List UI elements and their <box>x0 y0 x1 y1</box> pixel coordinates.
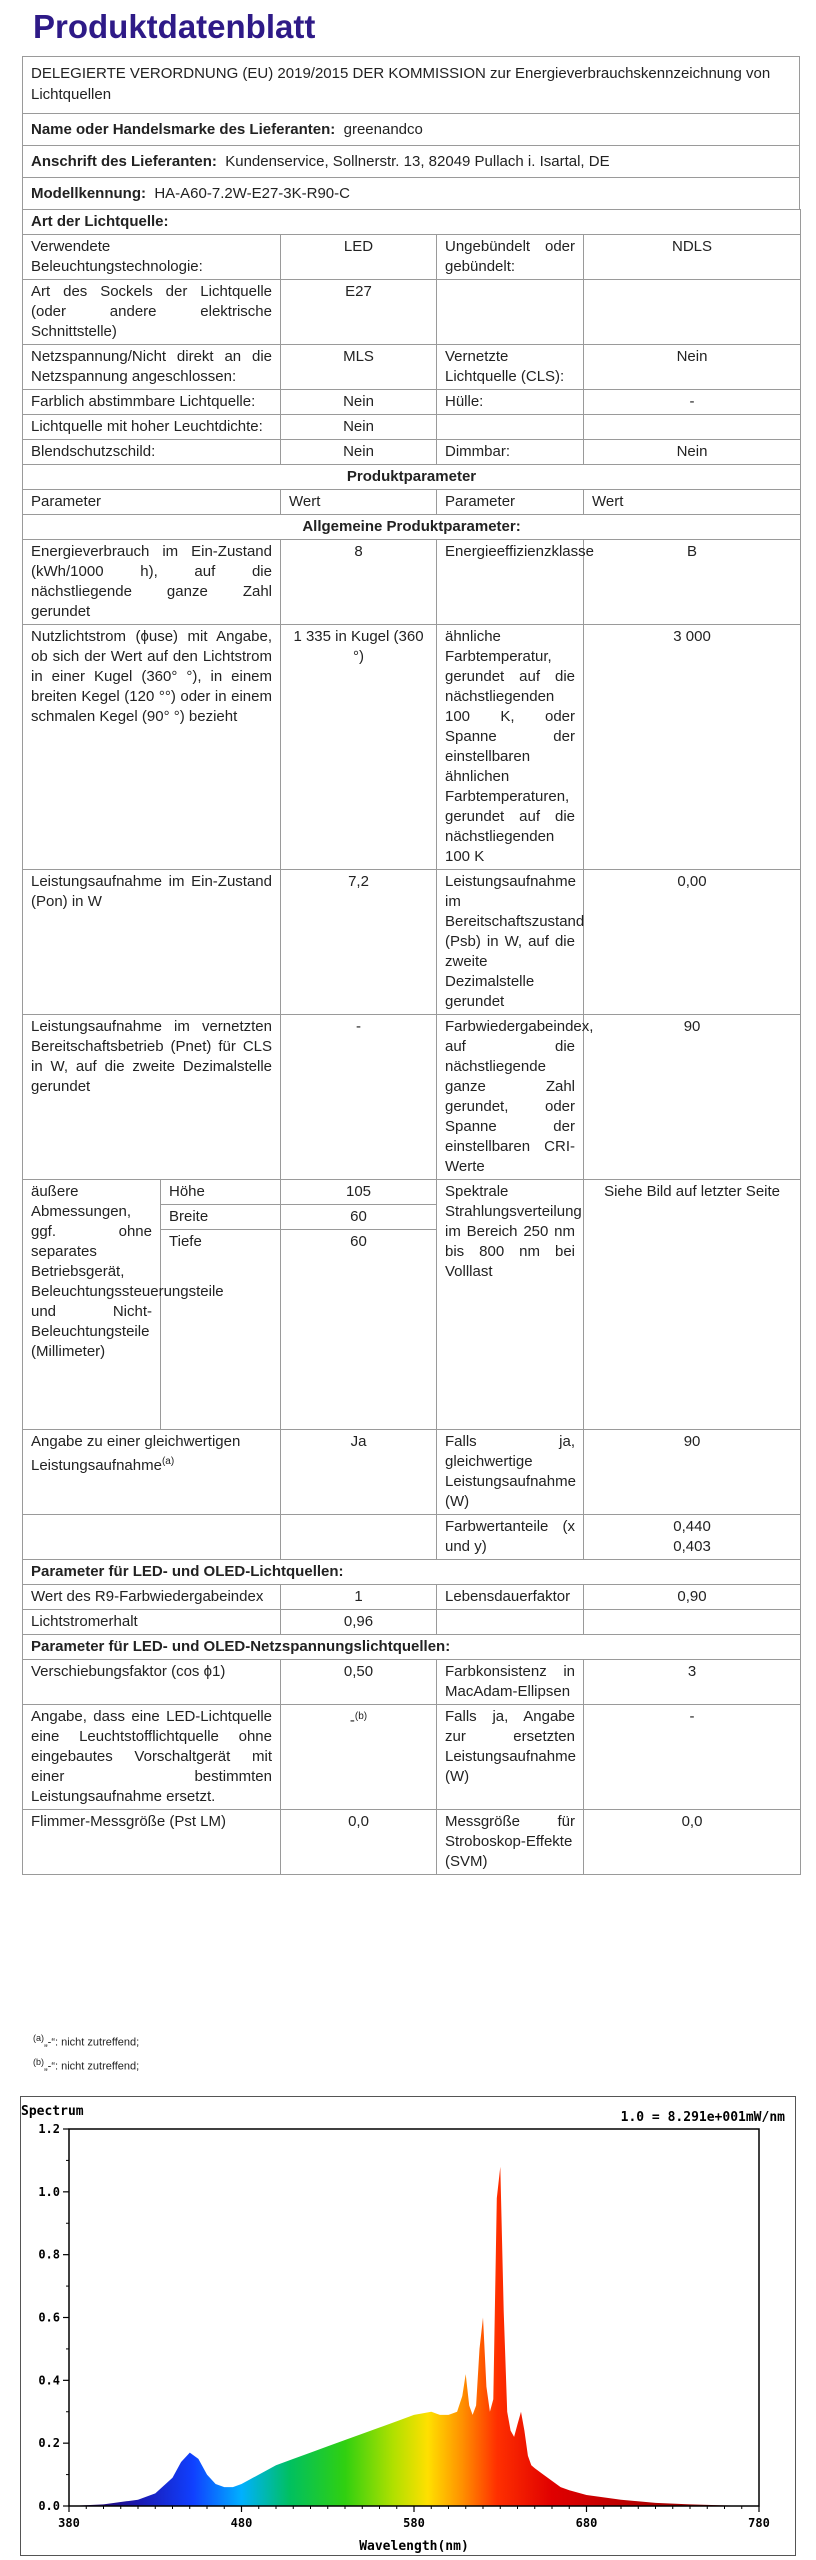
mains-label: Angabe, dass eine LED-Lichtquelle eine Leuchtstofflichtquelle ohne eingebautes Vorschaltgerät mit einer bestimmten Leistungsaufnahme ersetzt. <box>23 1705 281 1810</box>
param-value-2: 3 000 <box>584 625 801 870</box>
y-tick-label: 0.2 <box>38 2436 60 2451</box>
spectrum-label: Spektrale Strahlungsverteilung im Bereich 250 nm bis 800 nm bei Volllast <box>437 1180 584 1430</box>
general-header: Allgemeine Produktparameter: <box>23 515 801 540</box>
params-header: Produktparameter <box>23 465 801 490</box>
type-label: Lichtquelle mit hoher Leuchtdichte: <box>23 415 281 440</box>
col-header-param-2: Parameter <box>437 490 584 515</box>
empty-cell <box>281 1515 437 1560</box>
table-row <box>23 1430 801 1515</box>
params-header-row <box>23 465 801 490</box>
mains-header-row <box>23 1635 801 1660</box>
type-label: Art des Sockels der Lichtquelle (oder andere elektrische Schnittstelle) <box>23 280 281 345</box>
col-header-value-2: Wert <box>584 490 801 515</box>
table-row <box>23 415 801 440</box>
supplier-name <box>22 113 800 145</box>
footnote-text: „-“: nicht zutreffend; <box>44 2060 140 2073</box>
supplier-name-value: greenandco <box>343 121 423 138</box>
equivalent-label-text: Angabe zu einer gleichwertigen Leistungsaufnahme <box>31 1433 241 1474</box>
general-header-row <box>23 515 801 540</box>
supplier-address-label: Anschrift des Lieferanten: <box>31 153 217 170</box>
table-row <box>23 1705 801 1810</box>
type-value-2 <box>584 280 801 345</box>
param-label-2: Farbwiedergabeindex, auf die nächstliegende ganze Zahl gerundet, oder Spanne der einstellbaren CRI-Werte <box>437 1015 584 1180</box>
led-value: 1 <box>281 1585 437 1610</box>
type-value-2: - <box>584 390 801 415</box>
regulation-text: DELEGIERTE VERORDNUNG (EU) 2019/2015 DER KOMMISSION zur Energieverbrauchskennzeichnung von Lichtquellen <box>22 56 800 113</box>
type-label-2: Vernetzte Lichtquelle (CLS): <box>437 345 584 390</box>
x-tick-label: 680 <box>575 2516 598 2530</box>
led-header: Parameter für LED- und OLED-Lichtquellen: <box>23 1560 801 1585</box>
param-label: Nutzlichtstrom (ϕuse) mit Angabe, ob sich der Wert auf den Lichtstrom in einer Kugel (360° °), in einem breiten Kegel (120 °°) oder in einem schmalen Kegel (90° °) bezieht <box>23 625 281 870</box>
spectrum-value: Siehe Bild auf letzter Seite <box>584 1180 801 1430</box>
mains-label: Verschiebungsfaktor (cos ϕ1) <box>23 1660 281 1705</box>
dimensions-label: äußere Abmessungen, ggf. ohne separates Betriebsgerät, Beleuchtungssteuerungsteile und Nicht-Beleuchtungsteile (Millimeter) <box>23 1180 161 1430</box>
footnote-mark: (a) <box>33 2033 44 2043</box>
mains-label: Flimmer-Messgröße (Pst LM) <box>23 1810 281 1875</box>
mains-value-2: 3 <box>584 1660 801 1705</box>
empty-cell <box>23 1515 281 1560</box>
led-value: 0,96 <box>281 1610 437 1635</box>
type-value: Nein <box>281 440 437 465</box>
mains-value-2: 0,0 <box>584 1810 801 1875</box>
mains-value: 0,50 <box>281 1660 437 1705</box>
type-value-2: NDLS <box>584 235 801 280</box>
supplier-address-value: Kundenservice, Sollnerstr. 13, 82049 Pullach i. Isartal, DE <box>225 153 610 170</box>
type-label: Netzspannung/Nicht direkt an die Netzspannung angeschlossen: <box>23 345 281 390</box>
param-value: - <box>281 1015 437 1180</box>
table-row <box>23 1585 801 1610</box>
y-tick-label: 0.0 <box>38 2499 60 2513</box>
plot-area <box>38 2122 770 2530</box>
mains-value-text: - <box>349 1712 355 1729</box>
parameter-table <box>22 209 801 1875</box>
model-id <box>22 177 800 209</box>
param-label-2: Leistungsaufnahme im Bereitschaftszustand (Psb) in W, auf die zweite Dezimalstelle gerundet <box>437 870 584 1015</box>
mains-label-2: Messgröße für Stroboskop-Effekte (SVM) <box>437 1810 584 1875</box>
type-label: Verwendete Beleuchtungstechnologie: <box>23 235 281 280</box>
type-label: Farblich abstimmbare Lichtquelle: <box>23 390 281 415</box>
param-value: 1 335 in Kugel (360 °) <box>281 625 437 870</box>
equivalent-power-value: 90 <box>584 1430 801 1515</box>
table-row <box>23 1610 801 1635</box>
spectrum-svg <box>21 2097 795 2555</box>
equivalent-label <box>23 1430 281 1515</box>
equivalent-power-label: Falls ja, gleichwertige Leistungsaufnahme (W) <box>437 1430 584 1515</box>
type-value-2: Nein <box>584 345 801 390</box>
table-row <box>23 235 801 280</box>
x-tick-label: 780 <box>748 2516 770 2530</box>
led-label-2 <box>437 1610 584 1635</box>
type-value: Nein <box>281 390 437 415</box>
mains-value <box>281 1705 437 1810</box>
x-axis-label: Wavelength(nm) <box>359 2539 469 2554</box>
table-row <box>23 1015 801 1180</box>
chromaticity-x: 0,440 <box>673 1518 711 1535</box>
table-row <box>23 390 801 415</box>
x-tick-label: 580 <box>403 2516 425 2530</box>
led-header-row <box>23 1560 801 1585</box>
dimension-value: 105 <box>281 1180 437 1205</box>
type-label-2: Ungebündelt oder gebündelt: <box>437 235 584 280</box>
table-row <box>23 625 801 870</box>
led-value-2: 0,90 <box>584 1585 801 1610</box>
supplier-name-label: Name oder Handelsmarke des Lieferanten: <box>31 121 336 138</box>
model-id-label: Modellkennung: <box>31 185 146 202</box>
x-tick-label: 480 <box>230 2516 253 2530</box>
type-header-row <box>23 210 801 235</box>
mains-label-2: Falls ja, Angabe zur ersetzten Leistungsaufnahme (W) <box>437 1705 584 1810</box>
table-row <box>23 1515 801 1560</box>
dimension-name: Breite <box>161 1205 281 1230</box>
y-tick-label: 0.8 <box>38 2247 60 2262</box>
param-label: Energieverbrauch im Ein-Zustand (kWh/1000 h), auf die nächstliegende ganze Zahl gerundet <box>23 540 281 625</box>
dimension-value: 60 <box>281 1230 437 1430</box>
col-header-value: Wert <box>281 490 437 515</box>
type-value-2 <box>584 415 801 440</box>
type-label-2: Hülle: <box>437 390 584 415</box>
table-row <box>23 1660 801 1705</box>
led-label: Lichtstromerhalt <box>23 1610 281 1635</box>
chart-scale-note: 1.0 = 8.291e+001mW/nm <box>620 2110 785 2125</box>
type-value: Nein <box>281 415 437 440</box>
equivalent-value: Ja <box>281 1430 437 1515</box>
footnote-mark: (b) <box>33 2057 44 2067</box>
dimension-row <box>23 1180 801 1205</box>
param-label-2: Energieeffizienzklasse <box>437 540 584 625</box>
mains-header: Parameter für LED- und OLED-Netzspannungslichtquellen: <box>23 1635 801 1660</box>
footnote-text: „-“: nicht zutreffend; <box>44 2036 140 2049</box>
type-value-2: Nein <box>584 440 801 465</box>
dimension-value: 60 <box>281 1205 437 1230</box>
table-row <box>23 280 801 345</box>
type-label-2 <box>437 280 584 345</box>
chromaticity-value <box>584 1515 801 1560</box>
table-row <box>23 540 801 625</box>
table-row <box>23 440 801 465</box>
supplier-address <box>22 145 800 177</box>
table-row <box>23 1810 801 1875</box>
spectrum-chart <box>20 2096 796 2556</box>
type-label-2: Dimmbar: <box>437 440 584 465</box>
type-label-2 <box>437 415 584 440</box>
dimension-name: Höhe <box>161 1180 281 1205</box>
type-value: E27 <box>281 280 437 345</box>
y-tick-label: 0.4 <box>38 2373 60 2388</box>
footnote <box>33 2054 139 2075</box>
model-id-value: HA-A60-7.2W-E27-3K-R90-C <box>154 185 350 202</box>
type-value: LED <box>281 235 437 280</box>
table-row <box>23 870 801 1015</box>
mains-value-2: - <box>584 1705 801 1810</box>
footnote <box>33 2030 139 2051</box>
chromaticity-label: Farbwertanteile (x und y) <box>437 1515 584 1560</box>
param-value: 8 <box>281 540 437 625</box>
y-tick-label: 1.0 <box>38 2184 60 2199</box>
type-value: MLS <box>281 345 437 390</box>
table-row <box>23 345 801 390</box>
mains-label-2: Farbkonsistenz in MacAdam-Ellipsen <box>437 1660 584 1705</box>
x-tick-label: 380 <box>58 2516 80 2530</box>
led-label: Wert des R9-Farbwiedergabeindex <box>23 1585 281 1610</box>
spectrum-series <box>69 2167 759 2506</box>
chart-title: Spectrum <box>21 2104 84 2119</box>
chromaticity-y: 0,403 <box>673 1538 711 1555</box>
param-label: Leistungsaufnahme im vernetzten Bereitschaftsbetrieb (Pnet) für CLS in W, auf die zweite Dezimalstelle gerundet <box>23 1015 281 1180</box>
mains-value: 0,0 <box>281 1810 437 1875</box>
param-label-2: ähnliche Farbtemperatur, gerundet auf die nächstliegenden 100 K, oder Spanne der einstellbaren ähnlichen Farbtemperaturen, gerundet auf die nächstliegenden 100 K <box>437 625 584 870</box>
param-value-2: 0,00 <box>584 870 801 1015</box>
y-tick-label: 0.6 <box>38 2310 60 2325</box>
param-label: Leistungsaufnahme im Ein-Zustand (Pon) in W <box>23 870 281 1015</box>
col-header-param: Parameter <box>23 490 281 515</box>
type-label: Blendschutzschild: <box>23 440 281 465</box>
param-value: 7,2 <box>281 870 437 1015</box>
page-title: Produktdatenblatt <box>33 8 316 45</box>
column-header-row <box>23 490 801 515</box>
led-value-2 <box>584 1610 801 1635</box>
footnote-ref: (b) <box>354 1711 368 1722</box>
y-tick-label: 1.2 <box>38 2122 60 2136</box>
param-value-2: B <box>584 540 801 625</box>
led-label-2: Lebensdauerfaktor <box>437 1585 584 1610</box>
param-value-2: 90 <box>584 1015 801 1180</box>
type-header: Art der Lichtquelle: <box>23 210 801 235</box>
data-sheet <box>22 56 800 1875</box>
dimension-name: Tiefe <box>161 1230 281 1430</box>
footnote-ref: (a) <box>161 1456 175 1467</box>
